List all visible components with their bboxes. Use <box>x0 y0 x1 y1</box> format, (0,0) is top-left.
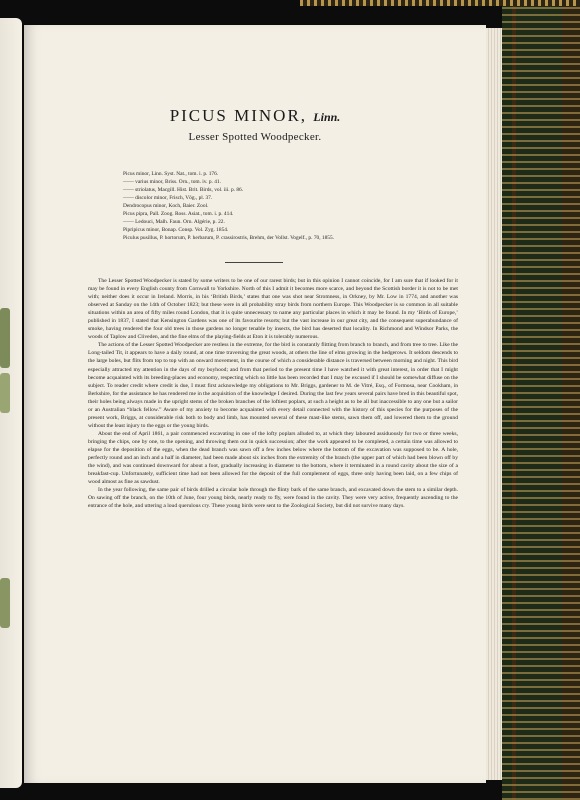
facing-page-edge <box>0 18 22 788</box>
body-paragraph: About the end of April 1861, a pair commenced excavating in one of the lofty poplars alluded to, at which they laboured assiduously for two or three weeks, bringing the chips, one by one, to the opening, and throwing them out in quick succession; after the work appeared to be completed, a certain time was allowed to elapse for the deposition of the eggs, when the dead branch was sawn off a few inches below where the bottom of the excavation was supposed to be. A hole, perfectly round and an inch and a half in diameter, had been made about six inches from the extremity of the branch (the upper part of which had been blown off by the wind), and was continued downward for about a foot, gradually increasing in diameter to the bottom, where it terminated in a round cavity about the size of a breakfast-cup. Unfortunately, sufficient time had not been allowed for the deposit of the full complement of eggs, three only having been laid, on a few chips of wood almost as fine as sawdust. <box>88 430 458 486</box>
synonym-entry: Dendrocopus minor, Koch, Baier. Zool. <box>123 203 209 210</box>
synonym-entry: —— varius minor, Briss. Orn., tom. iv. p. 41. <box>123 179 221 186</box>
synonym-entry: Picus minor, Linn. Syst. Nat., tom. i. p. 176. <box>123 171 219 177</box>
decorative-cover-border <box>502 0 580 800</box>
body-paragraph: The Lesser Spotted Woodpecker is stated by some writers to be one of our rarest birds; but in this opinion I cannot coincide, for I am sure that if looked for it may be found in every English county from Cornwall to Yorkshire. North of this I admit it becomes more scarce, and beyond the Scottish border it is not to be met with; neither does it occur in Ireland. Morris, in his ‘British Birds,’ states that one was shot near Stromness, in Orkney, by Mr. Low in 1774, and another was observed at Sanday on the 14th of October 1823; but these were in all probability stray birds from northern Europe. This Woodpecker is so common in all suitable situations within an area of fifty miles round London, that it is quite unnecessary to name any particular places in which it may be found. In my ‘Birds of Europe,’ published in 1837, I stated that Kensington Gardens was one of its favourite resorts; but the vast increase in our great city, and the consequent superabundance of smoke, having rendered the four old trees in those gardens no longer tenable by insects, the bird has deserted that locality. In Richmond and Windsor Parks, the woods of Taplow and Cliveden, and the fine elms of the playing-fields at Eton it is tolerably numerous. <box>88 278 458 341</box>
body-paragraph: The actions of the Lesser Spotted Woodpecker are restless in the extreme, for the bird is constantly flitting from branch to branch, and from tree to tree. Like the Long-tailed Tit, it appears to have a daily round, at one time traversing the great woods, at others the line of elms growing in the hedgerows. It seldom descends to the large boles, but flits from top to top with an onward movement, in the course of which a considerable distance is traversed between morning and night. This bird especially attracted my attention in the days of my boyhood; and from that period to the present time I have watched it with great interest, in order that I might become acquainted with its breeding-places and economy, respecting which so little has been recorded that I may be excused if I should be somewhat diffuse on the subject. To reader credit where credit is due, I must first acknowledge my obligations to Mr. Briggs, gardener to M. de Vitré, Esq., of Formosa, near Cookham, in Berkshire, for the assistance he has rendered me in the acquisition of the knowledge I desired. During the last few years several pairs have bred in this beautiful spot, their holes being always made in the upright stems of the broken branches of the loftiest poplars, at such a height as to be all but inaccessible to any one but a sailor or an Australian “black fellow.” Aware of my anxiety to become acquainted with every detail connected with the history of this species for the purposes of the present work, Briggs, at considerable risk both to body and limb, has mounted several of these mast-like stems, sawn them off, and lowered them to the ground without the least injury to the eggs or the young birds. <box>88 342 458 429</box>
facing-illustration-fragment <box>0 308 10 368</box>
synonym-entry: —— Ledouci, Malh. Faun. Orn. Algérie, p. 22. <box>123 219 225 226</box>
common-name: Lesser Spotted Woodpecker. <box>188 131 322 143</box>
synonym-entry: Piculus pusillus, P. hortorum, P. herbarum, P. crassirostris, Brehm, der Vollst. Vogelf., p. 70, 1855. <box>123 235 335 242</box>
facing-illustration-fragment <box>0 578 10 628</box>
synonym-entry: —— striolatus, Macgill. Hist. Brit. Birds, vol. iii. p. 86. <box>123 187 244 194</box>
synonym-entry: Picus pipra, Pall. Zoog. Ross. Asiat., tom. i. p. 414. <box>123 211 234 218</box>
species-name: PICUS MINOR, <box>169 106 308 125</box>
facing-illustration-fragment <box>0 373 10 413</box>
page-fore-edge <box>486 28 502 780</box>
synonym-entry: —— discolor minor, Frisch, Vög., pl. 37. <box>123 195 213 202</box>
synonym-entry: Pipripicus minor, Bonap. Consp. Vol. Zyg. 1854. <box>123 227 229 234</box>
body-text <box>88 277 458 510</box>
body-paragraph: In the year following, the same pair of birds drilled a circular hole through the flinty bark of the same branch, and excavated down the stem to a similar depth. On sawing off the branch, on the 10th of June, four young birds, nearly ready to fly, were found in the cavity. They were very active, frequently ascending to the entrance of the hole, and uttering a loud querulous cry. These young birds were sent to the Zoological Society, but did not survive many days. <box>88 487 458 510</box>
page-title <box>24 106 486 126</box>
decorative-cover-top-border <box>300 0 580 6</box>
section-divider <box>225 262 283 263</box>
species-authority: Linn. <box>313 110 341 124</box>
synonymy-list <box>123 170 458 242</box>
